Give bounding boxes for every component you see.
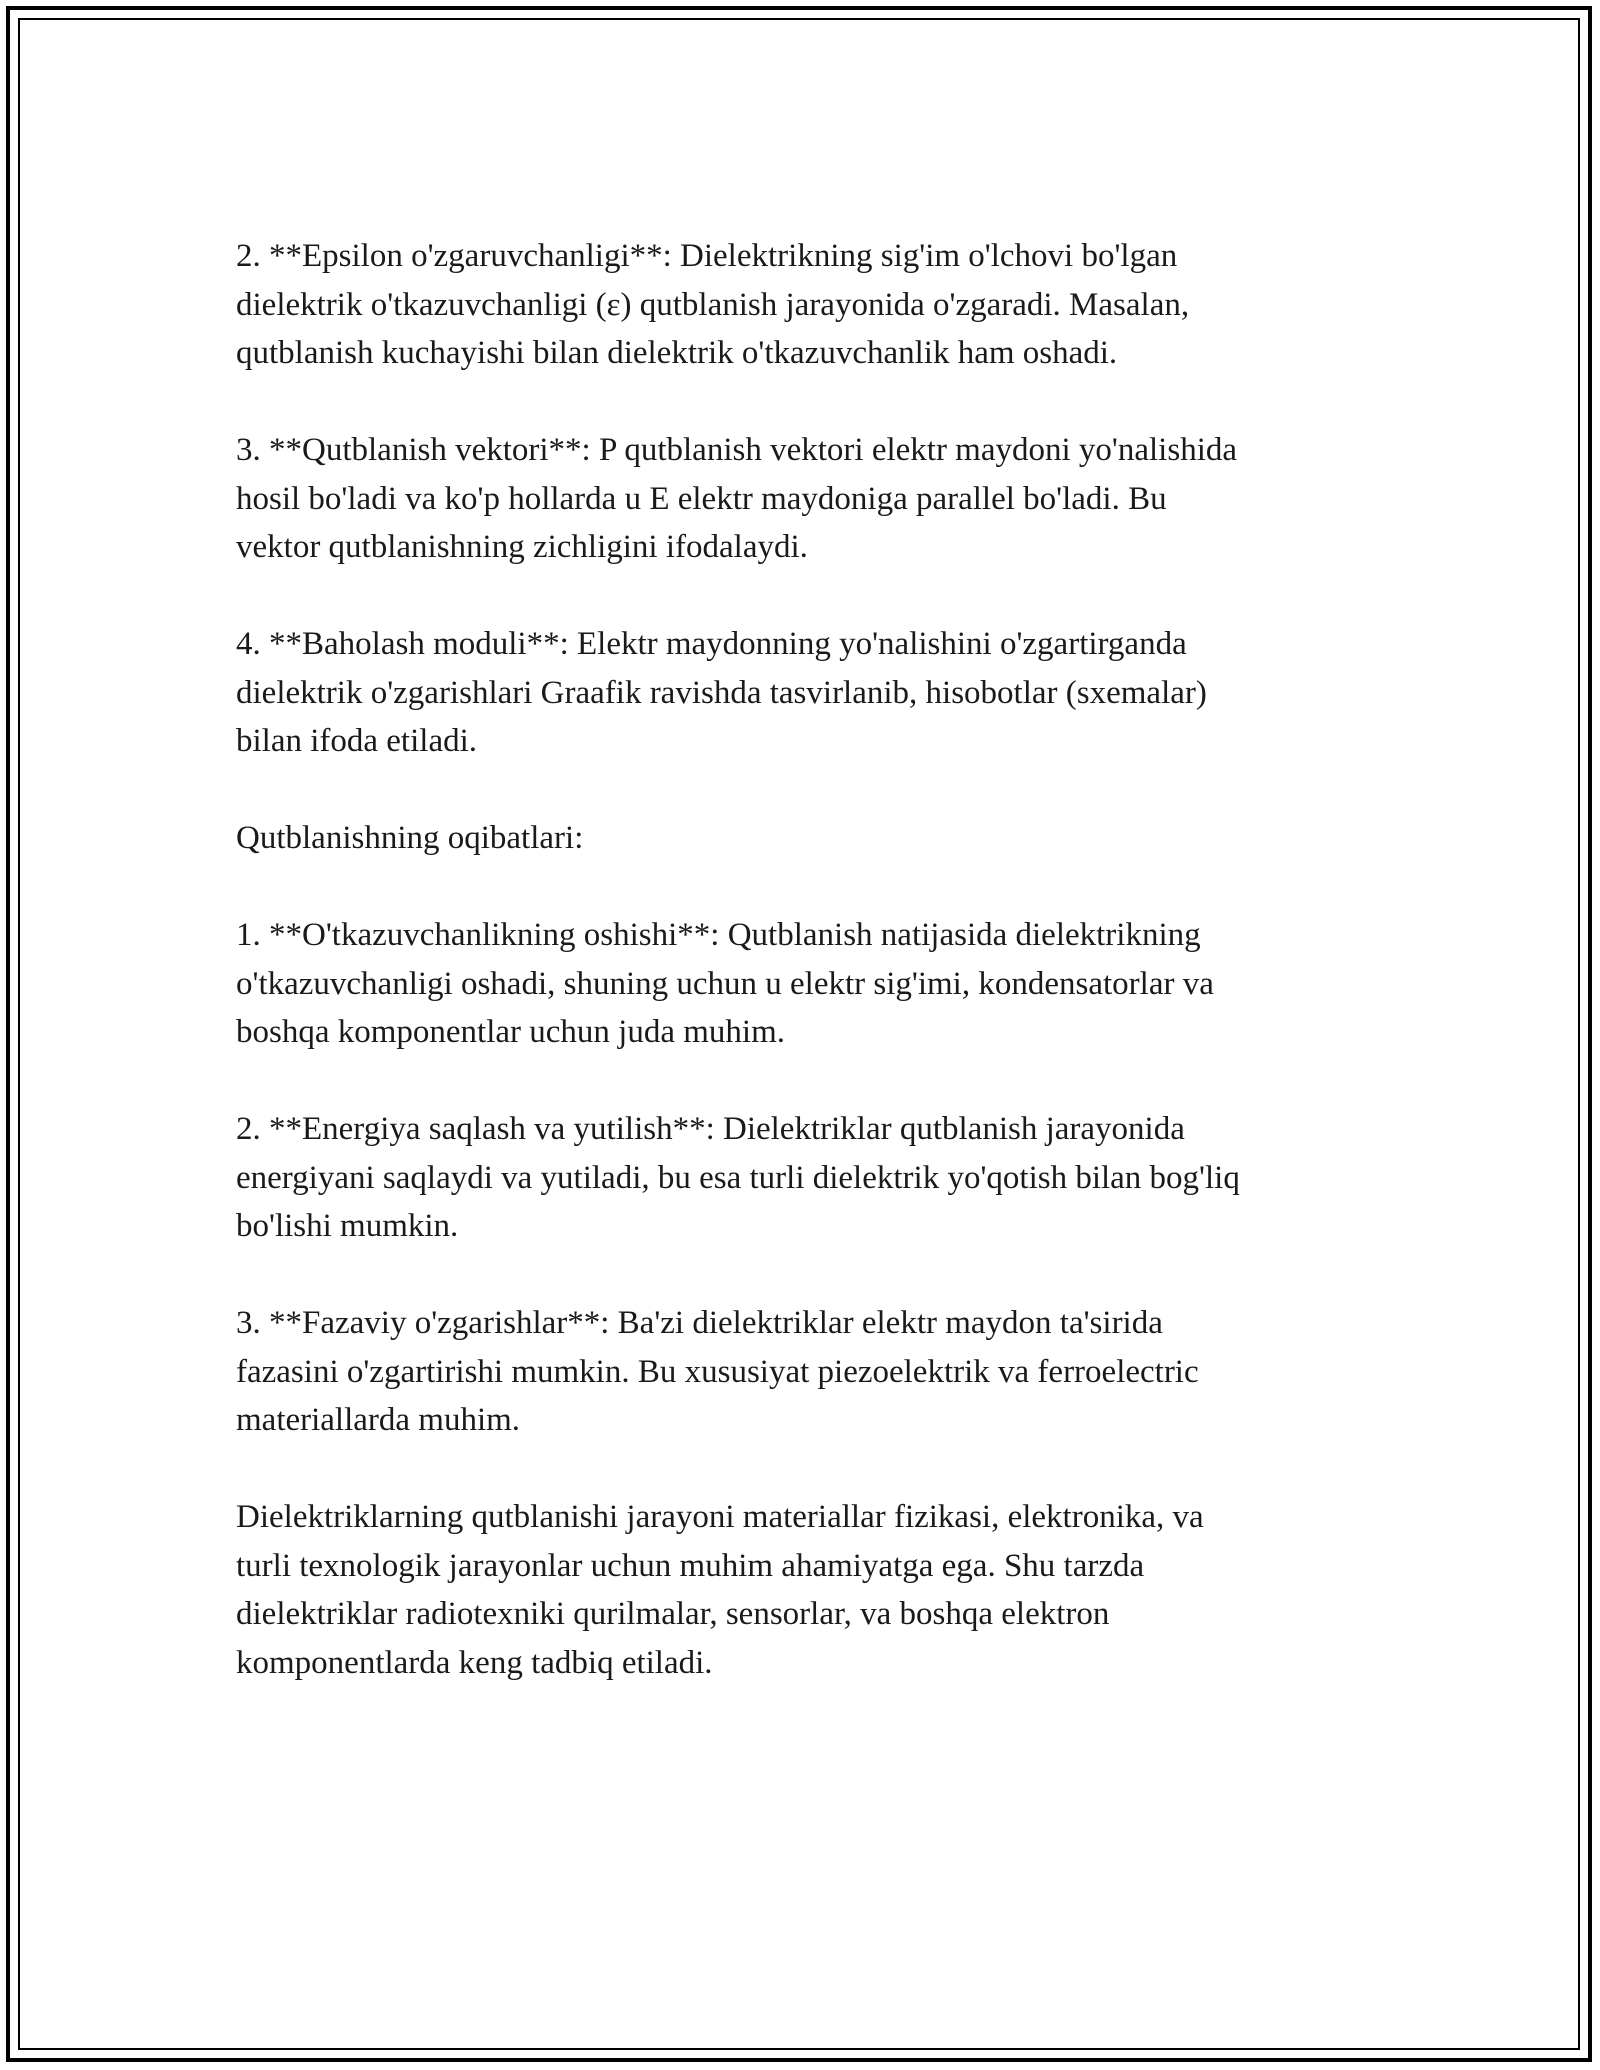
section-heading-consequences: Qutblanishning oqibatlari: [236,820,584,856]
paragraph-conclusion: Dielektriklarning qutblanishi jarayoni materiallar fizikasi, elektronika, va turli texnologik jarayonlar uchun muhim ahamiyatga ega. Shu tarzda dielektriklar radiotexniki qurilmalar, sensorlar, va boshqa elektron komponentlarda keng tadbiq etiladi. [236,1499,1204,1681]
paragraph-epsilon: 2. **Epsilon o'zgaruvchanligi**: Dielektrikning sig'im o'lchovi bo'lgan dielektrik o'tkazuvchanligi (ε) qutblanish jarayonida o'zgaradi. Masalan, qutblanish kuchayishi bilan dielektrik o'tkazuvchanlik ham oshadi. [236,238,1190,371]
paragraph-phase-changes: 3. **Fazaviy o'zgarishlar**: Ba'zi dielektriklar elektr maydon ta'sirida fazasini o'zgartirishi mumkin. Bu xususiyat piezoelektrik va ferroelectric materiallarda muhim. [236,1305,1199,1438]
document-body [236,232,1366,1687]
paragraph-energy-storage: 2. **Energiya saqlash va yutilish**: Dielektriklar qutblanish jarayonida energiyani saqlaydi va yutiladi, bu esa turli dielektrik yo'qotish bilan bog'liq bo'lishi mumkin. [236,1111,1240,1244]
paragraph-evaluation-module: 4. **Baholash moduli**: Elektr maydonning yo'nalishini o'zgartirganda dielektrik o'zgarishlari Graafik ravishda tasvirlanib, hisobotlar (sxemalar) bilan ifoda etiladi. [236,626,1207,759]
paragraph-conductivity-increase: 1. **O'tkazuvchanlikning oshishi**: Qutblanish natijasida dielektrikning o'tkazuvchanligi oshadi, shuning uchun u elektr sig'imi, kondensatorlar va boshqa komponentlar uchun juda muhim. [236,917,1214,1050]
paragraph-polarization-vector: 3. **Qutblanish vektori**: P qutblanish vektori elektr maydoni yo'nalishida hosil bo'ladi va ko'p hollarda u E elektr maydoniga parallel bo'ladi. Bu vektor qutblanishning zichligini ifodalaydi. [236,432,1238,565]
